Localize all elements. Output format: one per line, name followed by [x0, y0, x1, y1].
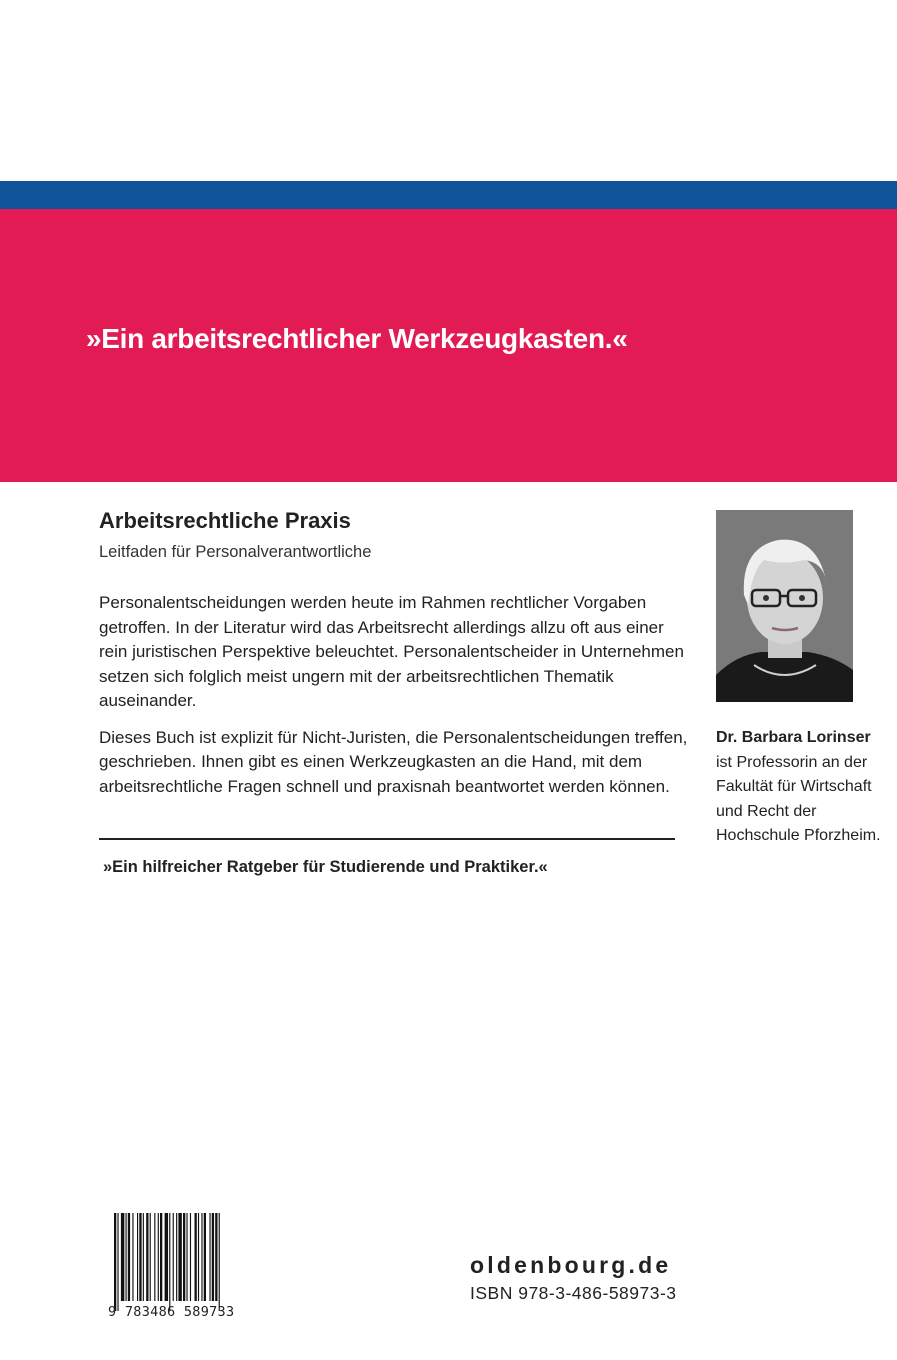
- barcode-bar: [215, 1213, 217, 1301]
- barcode-bar: [201, 1213, 202, 1301]
- barcode-bar: [198, 1213, 199, 1301]
- book-title: Arbeitsrechtliche Praxis: [99, 508, 351, 533]
- description-paragraph: Dieses Buch ist explizit für Nicht-Juristen, die Personalentscheidungen treffen, geschrieben. Ihnen gibt es einen Werkzeugkasten an die Hand, mit dem arbeitsrechtliche Fragen schnell und praxisnah beantwortet werden können.: [99, 727, 688, 796]
- author-portrait-icon: [716, 510, 853, 702]
- author-bio: ist Professorin an der Fakultät für Wirtschaft und Recht der Hochschule Pforzheim.: [716, 753, 881, 844]
- barcode-bar: [132, 1213, 133, 1301]
- barcode-bar: [165, 1213, 168, 1301]
- barcode-bar: [114, 1213, 116, 1311]
- barcode-bar: [121, 1213, 124, 1301]
- barcode-bar: [169, 1213, 170, 1311]
- author-photo: [716, 510, 853, 702]
- barcode-bar: [150, 1213, 151, 1301]
- barcode-bar: [183, 1213, 185, 1301]
- barcode-bar: [178, 1213, 181, 1301]
- barcode-bar: [190, 1213, 191, 1301]
- barcode-bar: [209, 1213, 210, 1301]
- barcode-bar: [219, 1213, 220, 1311]
- barcode-bar: [212, 1213, 214, 1301]
- barcode-bar: [139, 1213, 141, 1301]
- divider: [99, 838, 675, 840]
- barcode-bar: [117, 1213, 118, 1311]
- barcode-bar: [158, 1213, 159, 1301]
- book-description: [99, 591, 689, 811]
- barcode-bar: [143, 1213, 144, 1301]
- book-subtitle: Leitfaden für Personalverantwortliche: [99, 543, 372, 561]
- publisher-url[interactable]: oldenbourg.de: [470, 1252, 672, 1278]
- barcode-bar: [128, 1213, 130, 1301]
- author-name: Dr. Barbara Lorinser: [716, 729, 871, 746]
- author-info: [716, 726, 896, 849]
- description-paragraph: Personalentscheidungen werden heute im Rahmen rechtlicher Vorgaben getroffen. In der Literatur wird das Arbeitsrecht allerdings allzu oft aus einer rein juristischen Perspektive beleuchtet. Personalentscheider in Unternehmen setzen sich folglich meist ungern mit der arbeitsrechtlichen Thematik auseinander.: [99, 593, 684, 710]
- barcode-bar: [195, 1213, 197, 1301]
- isbn-number: ISBN 978-3-486-58973-3: [470, 1283, 677, 1303]
- blue-band: [0, 181, 897, 209]
- barcode-bar: [154, 1213, 155, 1301]
- barcode-bar: [146, 1213, 148, 1301]
- barcode-bar: [204, 1213, 206, 1301]
- barcode-bar: [176, 1213, 177, 1301]
- barcode-bar: [173, 1213, 174, 1301]
- barcode-digits: 9 783486 589733: [108, 1304, 235, 1320]
- barcode-bar: [160, 1213, 162, 1301]
- review-quote: »Ein hilfreicher Ratgeber für Studierende und Praktiker.«: [103, 858, 548, 876]
- barcode-bar: [186, 1213, 187, 1301]
- barcode-bar: [126, 1213, 127, 1301]
- banner-tagline: »Ein arbeitsrechtlicher Werkzeugkasten.«: [86, 323, 628, 354]
- barcode-bar: [137, 1213, 138, 1301]
